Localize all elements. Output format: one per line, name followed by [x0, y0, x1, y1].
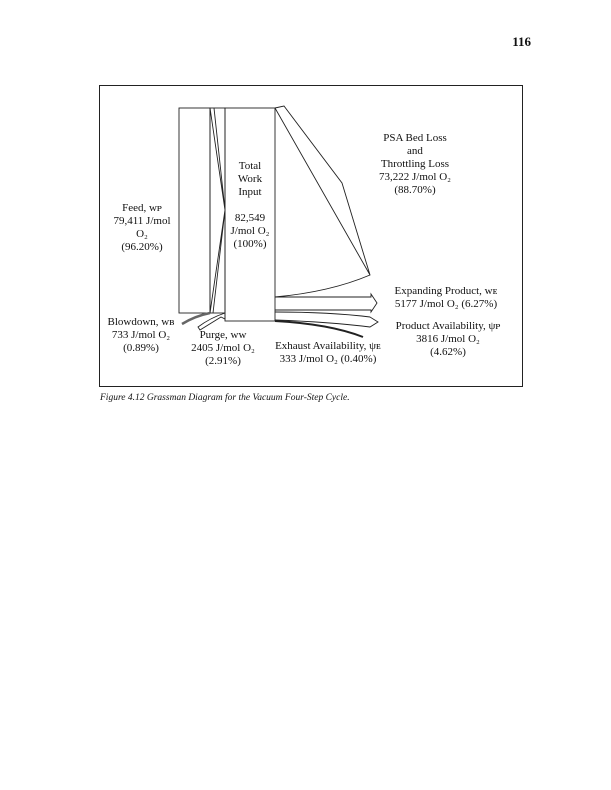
feed-percent: (96.20%) — [121, 241, 163, 253]
loss-percent: (88.70%) — [394, 184, 436, 196]
exhaust-availability-stream — [275, 321, 363, 337]
total-percent: (100%) — [233, 238, 267, 250]
figure-caption: Figure 4.12 Grassman Diagram for the Vacuum Four-Step Cycle. — [100, 393, 350, 403]
expanding-value: 5177 J/mol O₂ (6.27%) — [394, 298, 498, 310]
transfer-wedge — [210, 108, 225, 313]
product-availability-arrow — [275, 312, 378, 327]
feed-name: Feed, wᴘ — [122, 202, 162, 214]
blowdown-label — [101, 316, 181, 355]
product-value: 3816 J/mol O₂ — [416, 333, 480, 345]
page-number: 116 — [512, 34, 531, 49]
feed-unit: O₂ — [136, 228, 148, 240]
product-percent: (4.62%) — [430, 346, 466, 358]
loss-value: 73,222 J/mol O₂ — [379, 171, 451, 183]
expanding-label — [381, 285, 511, 311]
purge-value: 2405 J/mol O₂ — [191, 342, 255, 354]
expanding-product-arrow — [275, 294, 377, 312]
total-work-label — [230, 160, 270, 251]
feed-value: 79,411 J/mol — [113, 215, 171, 227]
total-name: Input — [238, 186, 262, 198]
expanding-name: Expanding Product, wᴇ — [394, 285, 498, 297]
total-value: 82,549 — [234, 212, 266, 224]
purge-label — [183, 329, 263, 368]
blowdown-value: 733 J/mol O₂ — [111, 329, 171, 341]
total-name: Total — [238, 160, 262, 172]
loss-name: Throttling Loss — [380, 158, 450, 170]
purge-name: Purge, wᴡ — [199, 329, 247, 341]
total-name: Work — [237, 173, 263, 185]
product-name: Product Availability, ψᴘ — [395, 320, 501, 332]
blowdown-percent: (0.89%) — [123, 342, 159, 354]
feed-bar — [179, 108, 210, 313]
blowdown-stream — [182, 313, 210, 324]
loss-label — [360, 132, 470, 197]
exhaust-label — [268, 340, 388, 366]
total-unit: J/mol O₂ — [230, 225, 270, 237]
loss-name: and — [407, 145, 423, 157]
feed-label — [103, 202, 181, 254]
exhaust-value: 333 J/mol O₂ (0.40%) — [279, 353, 377, 365]
blowdown-name: Blowdown, wʙ — [107, 316, 175, 328]
purge-percent: (2.91%) — [205, 355, 241, 367]
product-label — [383, 320, 513, 359]
loss-wedge — [275, 106, 370, 297]
loss-name: PSA Bed Loss — [383, 132, 447, 144]
exhaust-name: Exhaust Availability, ψᴇ — [275, 340, 381, 352]
